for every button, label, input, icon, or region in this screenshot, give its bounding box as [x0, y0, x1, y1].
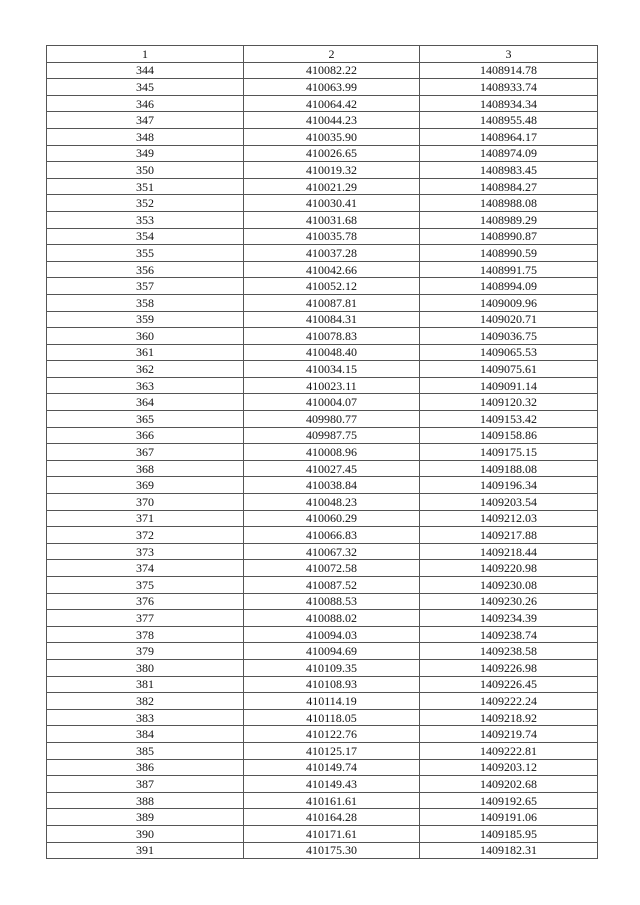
point-number-cell: 365 [47, 411, 244, 428]
y-coordinate-cell: 1408988.08 [420, 195, 598, 212]
point-number-cell: 376 [47, 593, 244, 610]
y-coordinate-cell: 1409153.42 [420, 411, 598, 428]
x-coordinate-cell: 410026.65 [244, 145, 420, 162]
x-coordinate-cell: 410082.22 [244, 62, 420, 79]
coordinates-table [46, 45, 598, 859]
table-row [47, 145, 598, 162]
point-number-cell: 377 [47, 610, 244, 627]
table-row [47, 460, 598, 477]
x-coordinate-cell: 410094.69 [244, 643, 420, 660]
x-coordinate-cell: 410108.93 [244, 676, 420, 693]
point-number-cell: 374 [47, 560, 244, 577]
table-row [47, 776, 598, 793]
point-number-cell: 350 [47, 162, 244, 179]
point-number-cell: 348 [47, 128, 244, 145]
y-coordinate-cell: 1408974.09 [420, 145, 598, 162]
y-coordinate-cell: 1409230.08 [420, 577, 598, 594]
x-coordinate-cell: 410088.53 [244, 593, 420, 610]
x-coordinate-cell: 409980.77 [244, 411, 420, 428]
point-number-cell: 385 [47, 742, 244, 759]
point-number-cell: 368 [47, 460, 244, 477]
table-row [47, 278, 598, 295]
table-row [47, 311, 598, 328]
point-number-cell: 357 [47, 278, 244, 295]
table-row [47, 427, 598, 444]
column-header-x-coordinate: 2 [244, 46, 420, 63]
point-number-cell: 346 [47, 95, 244, 112]
y-coordinate-cell: 1408984.27 [420, 178, 598, 195]
y-coordinate-cell: 1409065.53 [420, 344, 598, 361]
point-number-cell: 359 [47, 311, 244, 328]
x-coordinate-cell: 410037.28 [244, 245, 420, 262]
table-row [47, 377, 598, 394]
table-row [47, 228, 598, 245]
y-coordinate-cell: 1409120.32 [420, 394, 598, 411]
x-coordinate-cell: 410078.83 [244, 328, 420, 345]
y-coordinate-cell: 1408964.17 [420, 128, 598, 145]
x-coordinate-cell: 410031.68 [244, 211, 420, 228]
table-row [47, 195, 598, 212]
y-coordinate-cell: 1409238.58 [420, 643, 598, 660]
point-number-cell: 369 [47, 477, 244, 494]
point-number-cell: 351 [47, 178, 244, 195]
point-number-cell: 353 [47, 211, 244, 228]
point-number-cell: 355 [47, 245, 244, 262]
x-coordinate-cell: 410072.58 [244, 560, 420, 577]
point-number-cell: 354 [47, 228, 244, 245]
table-row [47, 742, 598, 759]
y-coordinate-cell: 1409175.15 [420, 444, 598, 461]
table-row [47, 178, 598, 195]
y-coordinate-cell: 1409182.31 [420, 842, 598, 859]
point-number-cell: 373 [47, 543, 244, 560]
x-coordinate-cell: 410060.29 [244, 510, 420, 527]
table-row [47, 62, 598, 79]
x-coordinate-cell: 410027.45 [244, 460, 420, 477]
table-row [47, 112, 598, 129]
x-coordinate-cell: 410171.61 [244, 825, 420, 842]
table-row [47, 626, 598, 643]
table-row [47, 527, 598, 544]
y-coordinate-cell: 1408955.48 [420, 112, 598, 129]
table-row [47, 726, 598, 743]
x-coordinate-cell: 410087.52 [244, 577, 420, 594]
x-coordinate-cell: 410034.15 [244, 361, 420, 378]
x-coordinate-cell: 410052.12 [244, 278, 420, 295]
y-coordinate-cell: 1409009.96 [420, 294, 598, 311]
y-coordinate-cell: 1409219.74 [420, 726, 598, 743]
x-coordinate-cell: 410149.74 [244, 759, 420, 776]
x-coordinate-cell: 410042.66 [244, 261, 420, 278]
table-row [47, 510, 598, 527]
x-coordinate-cell: 410066.83 [244, 527, 420, 544]
point-number-cell: 386 [47, 759, 244, 776]
x-coordinate-cell: 410088.02 [244, 610, 420, 627]
table-header [47, 46, 598, 63]
x-coordinate-cell: 410008.96 [244, 444, 420, 461]
y-coordinate-cell: 1409202.68 [420, 776, 598, 793]
point-number-cell: 379 [47, 643, 244, 660]
point-number-cell: 360 [47, 328, 244, 345]
point-number-cell: 356 [47, 261, 244, 278]
table-row [47, 162, 598, 179]
point-number-cell: 380 [47, 659, 244, 676]
y-coordinate-cell: 1408983.45 [420, 162, 598, 179]
y-coordinate-cell: 1409188.08 [420, 460, 598, 477]
table-row [47, 477, 598, 494]
y-coordinate-cell: 1409218.92 [420, 709, 598, 726]
point-number-cell: 363 [47, 377, 244, 394]
x-coordinate-cell: 410125.17 [244, 742, 420, 759]
table-row [47, 792, 598, 809]
x-coordinate-cell: 410035.90 [244, 128, 420, 145]
y-coordinate-cell: 1408990.87 [420, 228, 598, 245]
x-coordinate-cell: 410038.84 [244, 477, 420, 494]
table-row [47, 245, 598, 262]
table-row [47, 394, 598, 411]
table-row [47, 659, 598, 676]
x-coordinate-cell: 410084.31 [244, 311, 420, 328]
table-row [47, 842, 598, 859]
table-row [47, 693, 598, 710]
table-body [47, 62, 598, 859]
point-number-cell: 372 [47, 527, 244, 544]
x-coordinate-cell: 410030.41 [244, 195, 420, 212]
x-coordinate-cell: 410118.05 [244, 709, 420, 726]
x-coordinate-cell: 410067.32 [244, 543, 420, 560]
point-number-cell: 381 [47, 676, 244, 693]
point-number-cell: 389 [47, 809, 244, 826]
point-number-cell: 387 [47, 776, 244, 793]
point-number-cell: 390 [47, 825, 244, 842]
column-header-point-number: 1 [47, 46, 244, 63]
x-coordinate-cell: 410023.11 [244, 377, 420, 394]
table-row [47, 261, 598, 278]
table-row [47, 328, 598, 345]
x-coordinate-cell: 410044.23 [244, 112, 420, 129]
x-coordinate-cell: 410004.07 [244, 394, 420, 411]
point-number-cell: 362 [47, 361, 244, 378]
point-number-cell: 383 [47, 709, 244, 726]
table-row [47, 211, 598, 228]
y-coordinate-cell: 1409203.54 [420, 494, 598, 511]
table-row [47, 128, 598, 145]
y-coordinate-cell: 1409203.12 [420, 759, 598, 776]
point-number-cell: 391 [47, 842, 244, 859]
table-row [47, 560, 598, 577]
x-coordinate-cell: 410019.32 [244, 162, 420, 179]
point-number-cell: 375 [47, 577, 244, 594]
x-coordinate-cell: 410109.35 [244, 659, 420, 676]
table-row [47, 79, 598, 96]
table-row [47, 444, 598, 461]
y-coordinate-cell: 1409226.98 [420, 659, 598, 676]
y-coordinate-cell: 1409036.75 [420, 328, 598, 345]
x-coordinate-cell: 410021.29 [244, 178, 420, 195]
y-coordinate-cell: 1409075.61 [420, 361, 598, 378]
table-row [47, 759, 598, 776]
x-coordinate-cell: 410064.42 [244, 95, 420, 112]
y-coordinate-cell: 1409218.44 [420, 543, 598, 560]
table-row [47, 610, 598, 627]
point-number-cell: 366 [47, 427, 244, 444]
point-number-cell: 352 [47, 195, 244, 212]
y-coordinate-cell: 1408914.78 [420, 62, 598, 79]
table-row [47, 643, 598, 660]
point-number-cell: 388 [47, 792, 244, 809]
y-coordinate-cell: 1408934.34 [420, 95, 598, 112]
point-number-cell: 345 [47, 79, 244, 96]
point-number-cell: 358 [47, 294, 244, 311]
table-row [47, 361, 598, 378]
x-coordinate-cell: 410035.78 [244, 228, 420, 245]
table-row [47, 494, 598, 511]
y-coordinate-cell: 1409091.14 [420, 377, 598, 394]
point-number-cell: 371 [47, 510, 244, 527]
column-header-y-coordinate: 3 [420, 46, 598, 63]
x-coordinate-cell: 410087.81 [244, 294, 420, 311]
x-coordinate-cell: 410094.03 [244, 626, 420, 643]
y-coordinate-cell: 1408994.09 [420, 278, 598, 295]
table-row [47, 709, 598, 726]
y-coordinate-cell: 1408990.59 [420, 245, 598, 262]
point-number-cell: 367 [47, 444, 244, 461]
point-number-cell: 347 [47, 112, 244, 129]
table-row [47, 95, 598, 112]
x-coordinate-cell: 410175.30 [244, 842, 420, 859]
x-coordinate-cell: 410161.61 [244, 792, 420, 809]
y-coordinate-cell: 1409226.45 [420, 676, 598, 693]
y-coordinate-cell: 1409222.24 [420, 693, 598, 710]
y-coordinate-cell: 1409234.39 [420, 610, 598, 627]
point-number-cell: 364 [47, 394, 244, 411]
table-row [47, 825, 598, 842]
x-coordinate-cell: 410048.40 [244, 344, 420, 361]
y-coordinate-cell: 1409230.26 [420, 593, 598, 610]
y-coordinate-cell: 1409238.74 [420, 626, 598, 643]
y-coordinate-cell: 1409191.06 [420, 809, 598, 826]
point-number-cell: 370 [47, 494, 244, 511]
y-coordinate-cell: 1408991.75 [420, 261, 598, 278]
y-coordinate-cell: 1409158.86 [420, 427, 598, 444]
x-coordinate-cell: 410063.99 [244, 79, 420, 96]
y-coordinate-cell: 1409212.03 [420, 510, 598, 527]
table-row [47, 344, 598, 361]
table-row [47, 543, 598, 560]
table-row [47, 411, 598, 428]
x-coordinate-cell: 410048.23 [244, 494, 420, 511]
table-row [47, 577, 598, 594]
x-coordinate-cell: 409987.75 [244, 427, 420, 444]
header-row [47, 46, 598, 63]
y-coordinate-cell: 1409192.65 [420, 792, 598, 809]
point-number-cell: 349 [47, 145, 244, 162]
x-coordinate-cell: 410122.76 [244, 726, 420, 743]
point-number-cell: 344 [47, 62, 244, 79]
x-coordinate-cell: 410149.43 [244, 776, 420, 793]
y-coordinate-cell: 1409185.95 [420, 825, 598, 842]
table-row [47, 294, 598, 311]
y-coordinate-cell: 1409196.34 [420, 477, 598, 494]
x-coordinate-cell: 410164.28 [244, 809, 420, 826]
y-coordinate-cell: 1408933.74 [420, 79, 598, 96]
y-coordinate-cell: 1409220.98 [420, 560, 598, 577]
table-row [47, 676, 598, 693]
x-coordinate-cell: 410114.19 [244, 693, 420, 710]
y-coordinate-cell: 1409217.88 [420, 527, 598, 544]
table-row [47, 593, 598, 610]
point-number-cell: 361 [47, 344, 244, 361]
point-number-cell: 384 [47, 726, 244, 743]
table-row [47, 809, 598, 826]
y-coordinate-cell: 1409020.71 [420, 311, 598, 328]
point-number-cell: 378 [47, 626, 244, 643]
point-number-cell: 382 [47, 693, 244, 710]
y-coordinate-cell: 1409222.81 [420, 742, 598, 759]
y-coordinate-cell: 1408989.29 [420, 211, 598, 228]
